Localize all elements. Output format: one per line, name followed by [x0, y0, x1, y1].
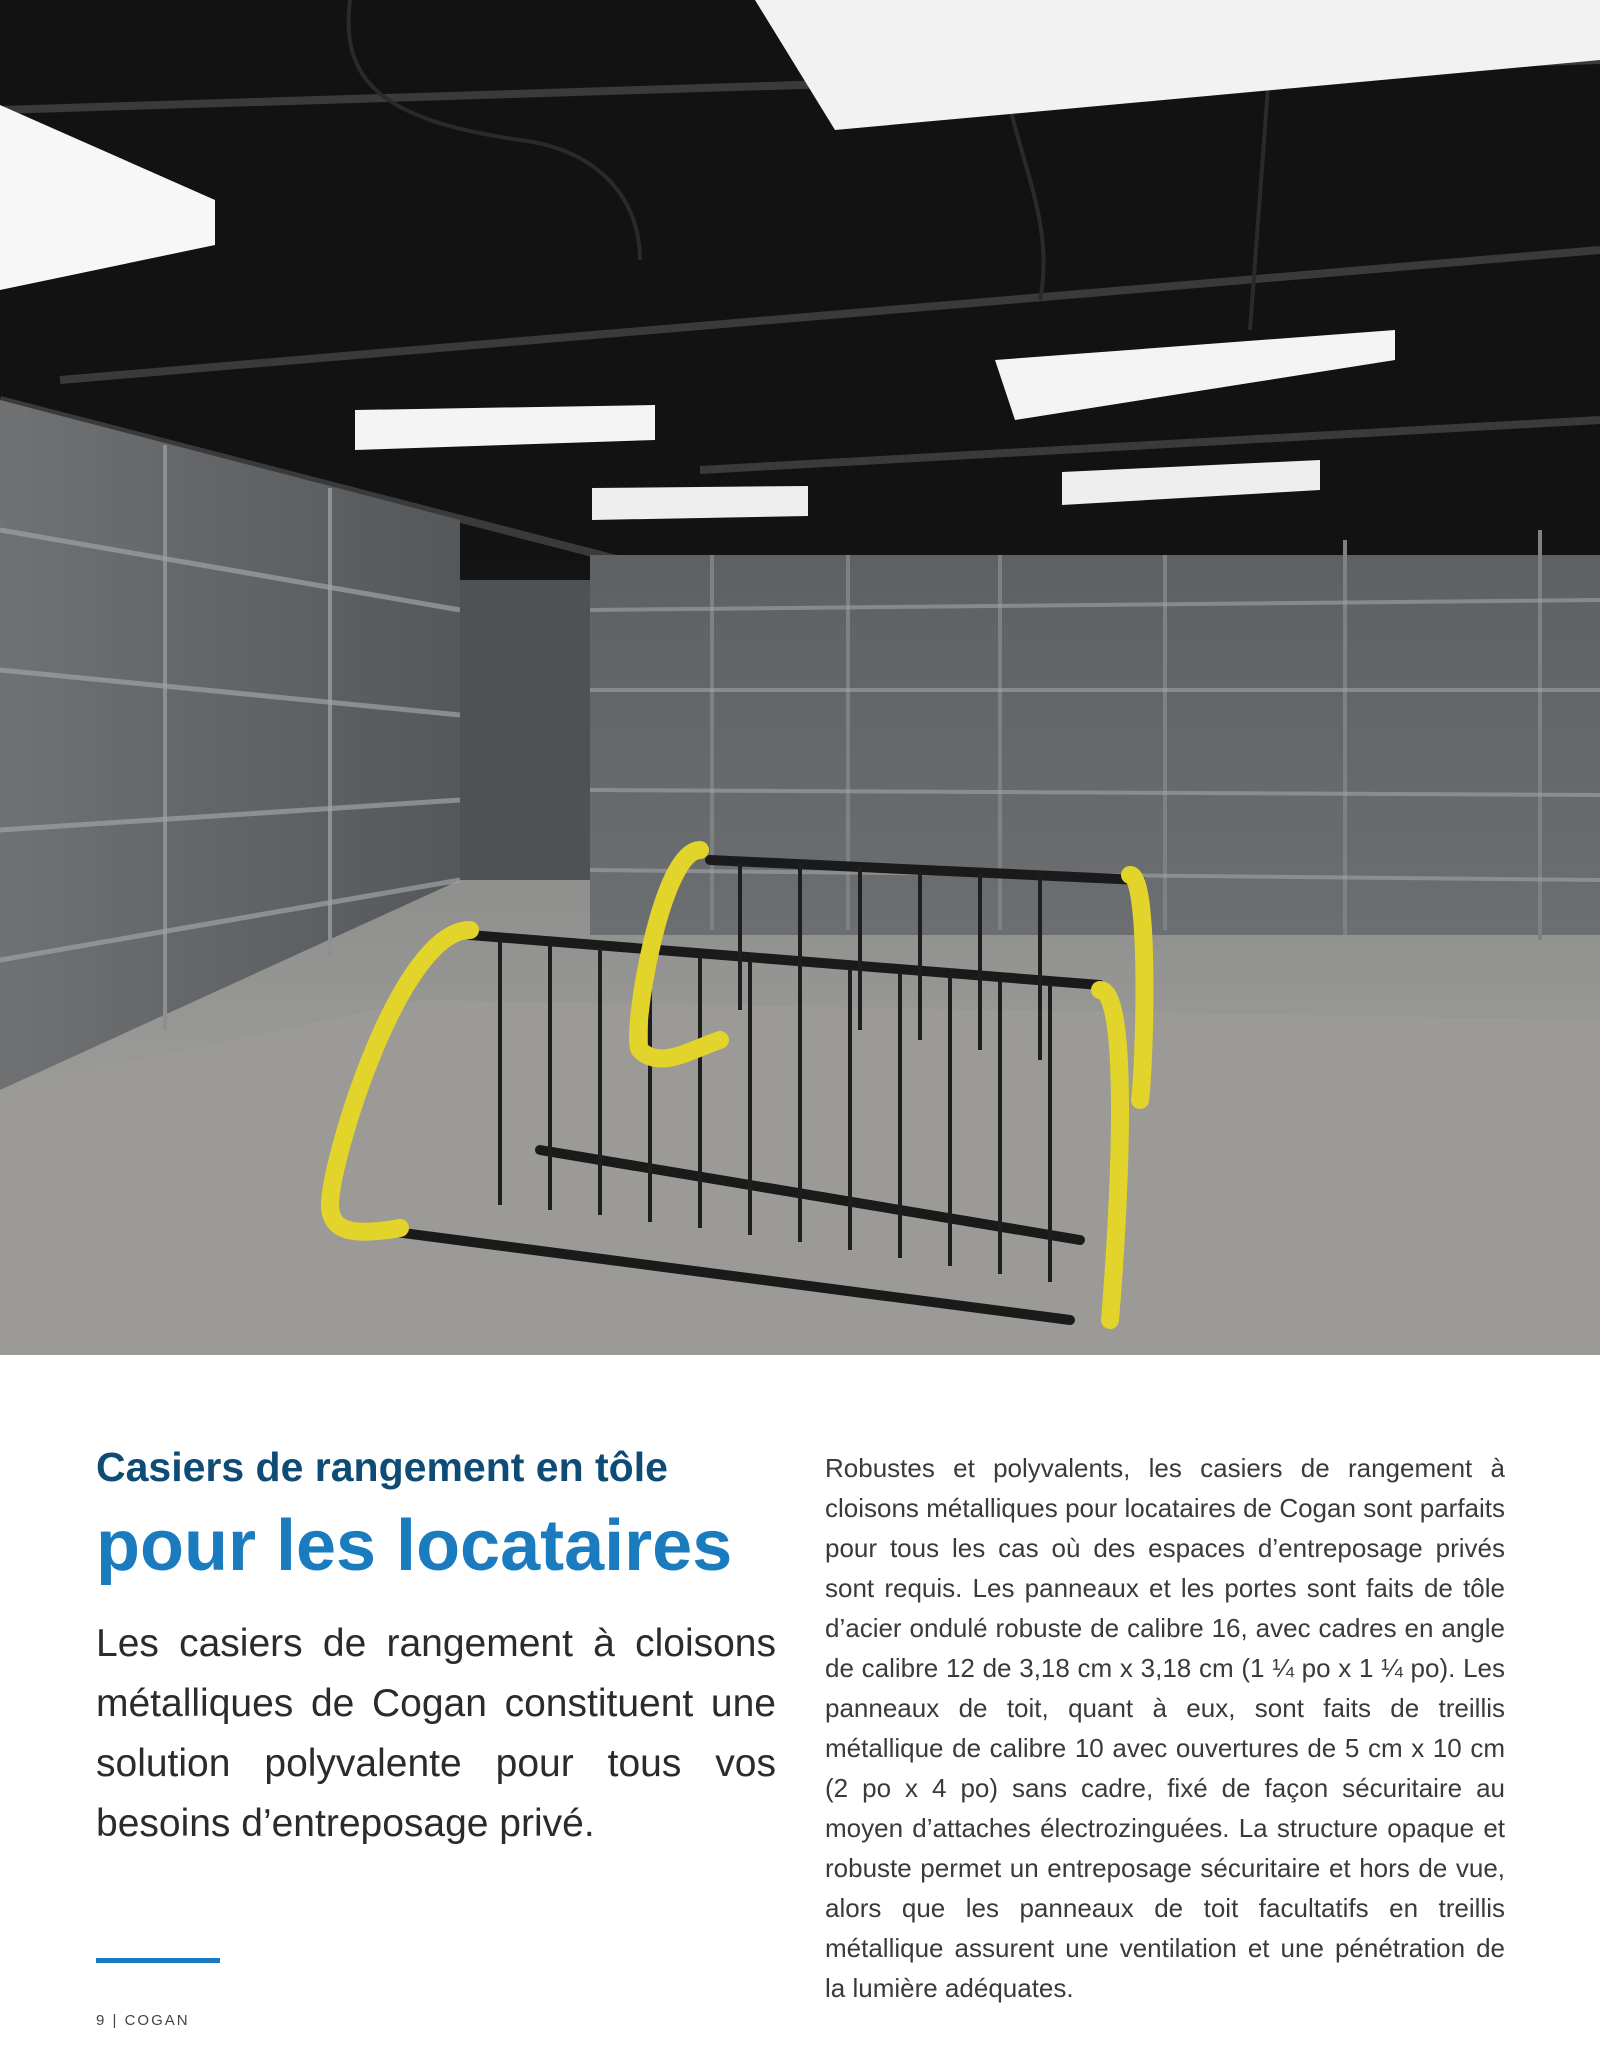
heading-line-2: pour les locataires: [96, 1506, 733, 1586]
body-paragraph: Robustes et polyvalents, les casiers de rangement à cloisons métalliques pour locataires de Cogan sont parfaits pour tous les cas où des espaces d’entreposage privés sont requis. Les panneaux et les portes sont faits de tôle d’acier ondulé robuste de calibre 16, avec cadres en angle de calibre 12 de 3,18 cm x 3,18 cm (1 ¼ po x 1 ¼ po). Les panneaux de toit, quant à eux, sont faits de treillis métallique de calibre 10 avec ouvertures de 5 cm x 10 cm (2 po x 4 po) sans cadre, fixé de façon sécuritaire au moyen d’attaches électrozinguées. La structure opaque et robuste permet un entreposage sécuritaire et hors de vue, alors que les panneaux de toit facultatifs en treillis métallique assurent une ventilation et une pénétration de la lumière adéquates.: [825, 1453, 1505, 2003]
heading-line-1: Casiers de rangement en tôle: [96, 1444, 668, 1490]
accent-divider: [96, 1958, 220, 1963]
page-footer: 9 | COGAN: [96, 2012, 190, 2029]
left-column: [96, 1440, 776, 1854]
intro-paragraph: Les casiers de rangement à cloisons métalliques de Cogan constituent une solution polyvalente pour tous vos besoins d’entreposage privé.: [96, 1622, 776, 1845]
right-column: [825, 1448, 1505, 2008]
